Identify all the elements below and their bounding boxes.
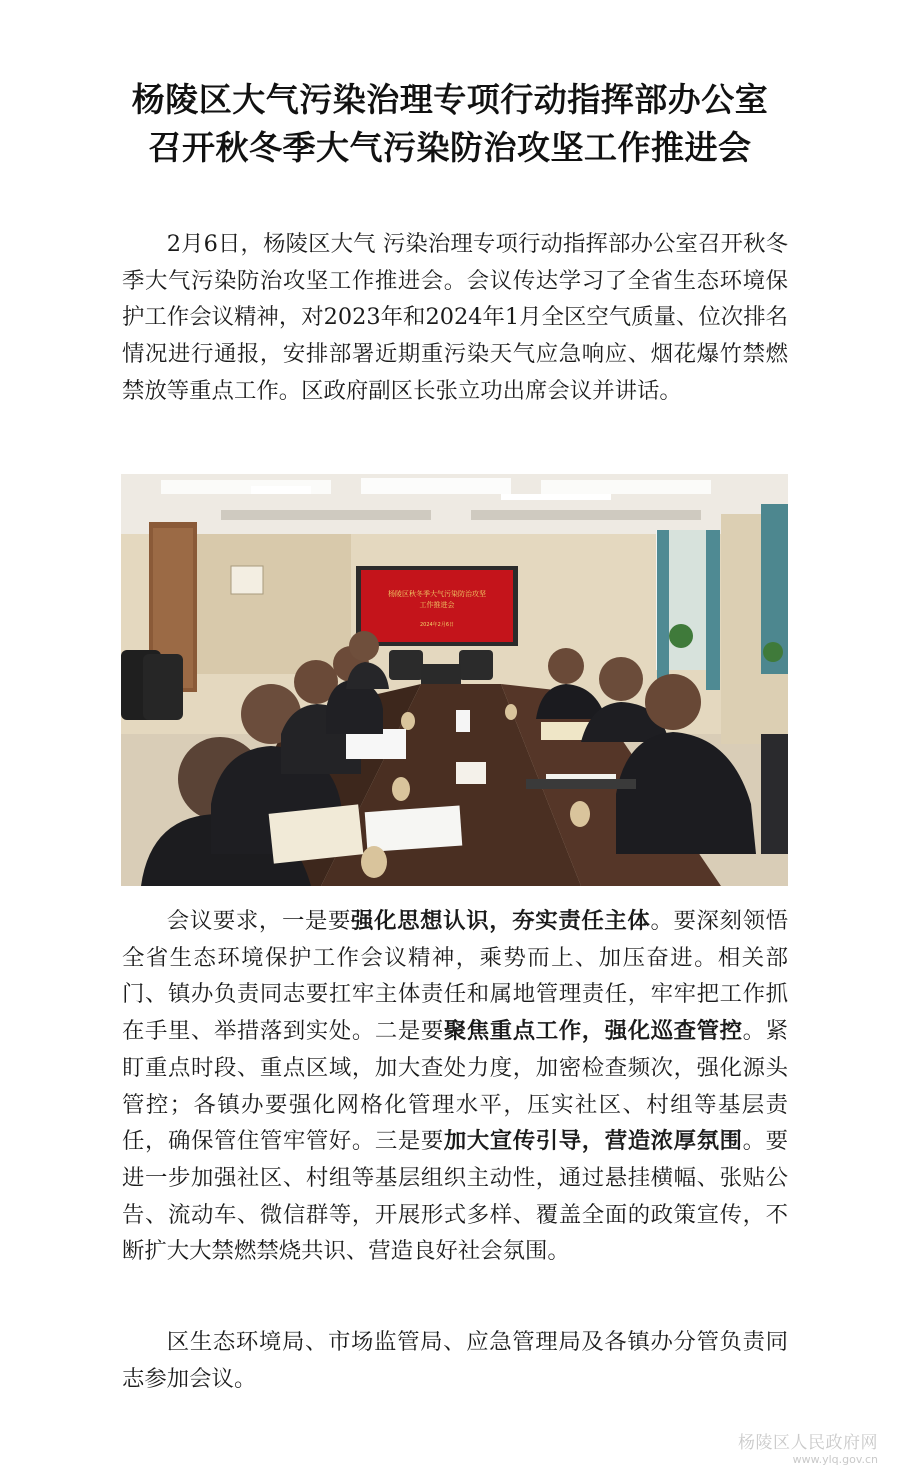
requirement-1-heading: 强化思想认识，夯实责任主体	[351, 908, 651, 934]
watermark-site-url: www.ylq.gov.cn	[792, 1453, 878, 1466]
title-line-1: 杨陵区大气污染治理专项行动指挥部办公室	[131, 80, 769, 119]
meeting-photo	[121, 474, 788, 886]
paragraph-requirements	[122, 903, 788, 1270]
paragraph-attendees: 区生态环境局、市场监管局、应急管理局及各镇办分管负责同志参加会议。	[122, 1329, 788, 1392]
requirements-text-1: 会议要求，一是要	[166, 908, 352, 934]
article-title	[0, 76, 900, 172]
site-watermark	[738, 1433, 878, 1467]
screen-title-line-2: 工作推进会	[419, 601, 455, 609]
screen-title-line-1: 杨陵区秋冬季大气污染防治攻坚	[388, 590, 486, 598]
paragraph-intro: 2月6日，杨陵区大气 污染治理专项行动指挥部办公室召开秋冬季大气污染防治攻坚工作推进会。会议传达学习了全省生态环境保护工作会议精神，对2023年和2024年1月全区空气质量、位次排名情况进行通报，安排部署近期重污染天气应急响应、烟花爆竹禁燃禁放等重点工作。区政府副区长张立功出席会议并讲话。	[122, 231, 788, 404]
requirement-3-heading: 加大宣传引导，营造浓厚氛围	[443, 1128, 743, 1155]
requirements-text-2: 。要深刻领悟全省生态环境保护工作会议精神，乘势而上、加压奋进。相关部门、镇办负责同志要扛牢主体责任和属地管理责任，牢牢把工作抓在手里、举措落到实处。二是要	[122, 908, 788, 1045]
screen-date: 2024年2月6日	[419, 622, 455, 628]
title-line-2: 召开秋冬季大气污染防治攻坚工作推进会	[148, 128, 752, 167]
requirement-2-heading: 聚焦重点工作，强化巡查管控	[443, 1018, 743, 1045]
requirements-text-4: 。要进一步加强社区、村组等基层组织主动性，通过悬挂横幅、张贴公告、流动车、微信群等，开展形式多样、覆盖全面的政策宣传，不断扩大大禁燃禁烧共识、营造良好社会氛围。	[122, 1128, 789, 1265]
requirements-text-3: 。紧盯重点时段、重点区域，加大查处力度，加密检查频次，强化源头管控；各镇办要强化网格化管理水平，压实社区、村组等基层责任，确保管住管牢管好。三是要	[122, 1018, 789, 1155]
watermark-site-name: 杨陵区人民政府网	[738, 1433, 878, 1453]
